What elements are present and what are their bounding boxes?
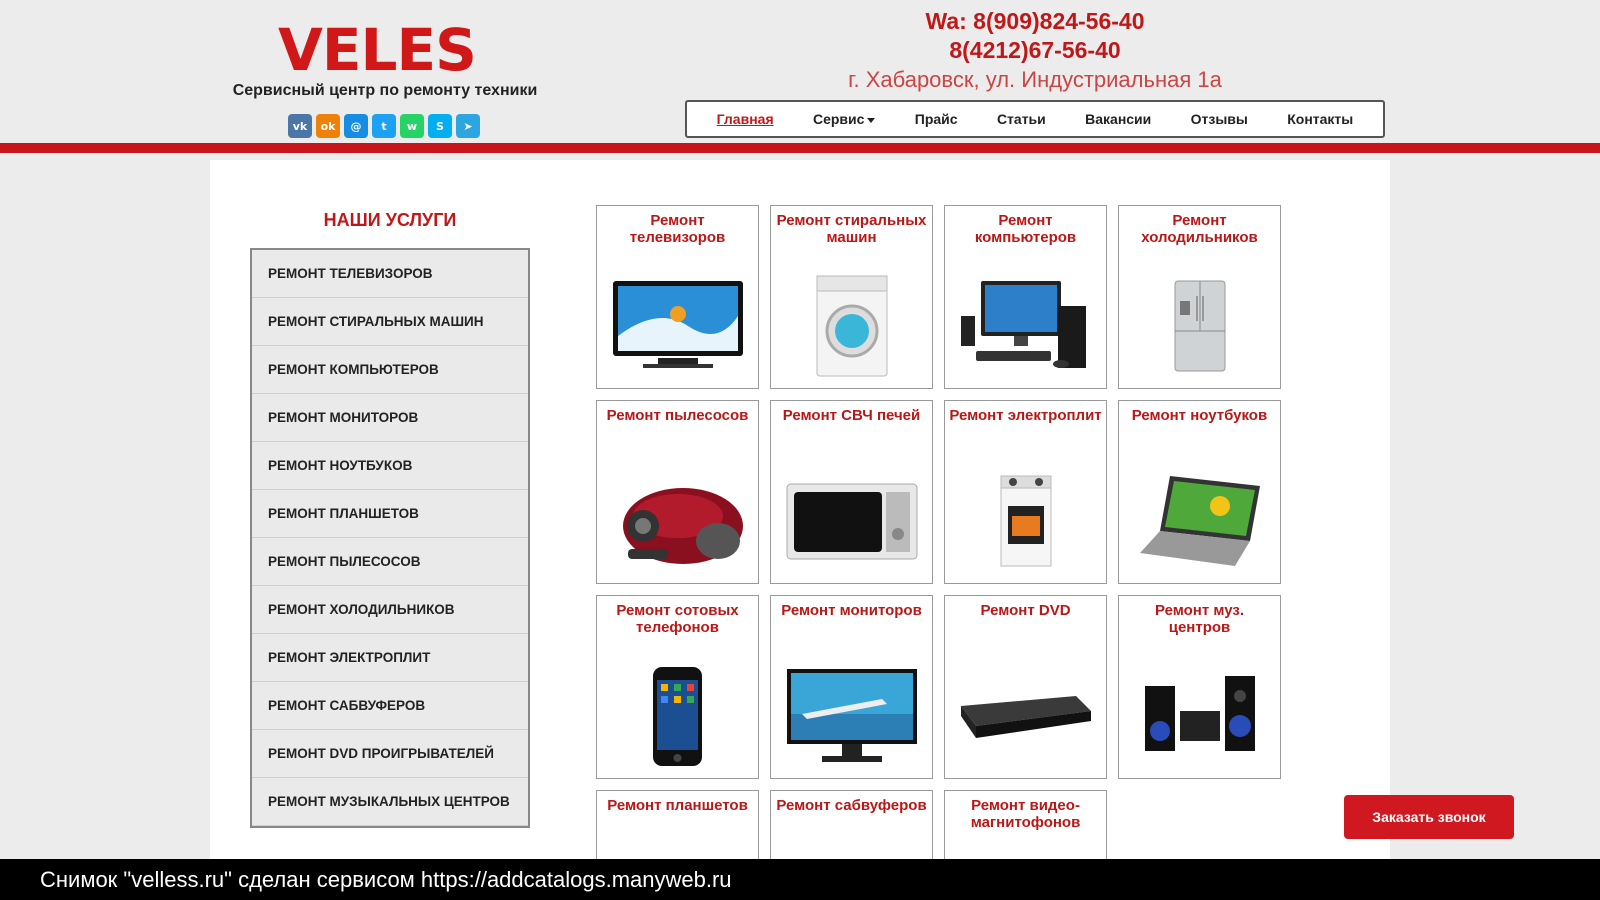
order-call-button[interactable]: Заказать звонок bbox=[1344, 795, 1514, 839]
nav-item-2[interactable] bbox=[915, 111, 958, 127]
sidebar-item[interactable]: РЕМОНТ САБВУФЕРОВ bbox=[252, 682, 528, 730]
service-card[interactable] bbox=[770, 205, 933, 389]
phone-landline[interactable]: 8(4212)67-56-40 bbox=[949, 37, 1121, 63]
service-card[interactable] bbox=[1118, 595, 1281, 779]
nav-item-3[interactable] bbox=[997, 111, 1046, 127]
service-card-title: Ремонт холодильников bbox=[1141, 212, 1258, 246]
nav-item-label: Статьи bbox=[996, 111, 1046, 127]
nav-item-6[interactable] bbox=[1287, 111, 1353, 127]
odnoklassniki-icon[interactable]: ok bbox=[316, 114, 340, 138]
phone-whatsapp[interactable]: Wa: 8(909)824-56-40 bbox=[925, 8, 1145, 34]
service-card[interactable] bbox=[596, 205, 759, 389]
nav-item-1[interactable] bbox=[813, 111, 875, 127]
service-card-title: Ремонт видео-магнитофонов bbox=[970, 797, 1081, 831]
vk-icon[interactable]: vk bbox=[288, 114, 312, 138]
service-card-title: Ремонт сотовых телефонов bbox=[616, 602, 739, 636]
caret-down-icon bbox=[867, 118, 875, 123]
site-header bbox=[0, 0, 1600, 143]
phone-image bbox=[597, 656, 758, 776]
monitor-image bbox=[771, 656, 932, 776]
service-card-title: Ремонт DVD bbox=[980, 602, 1071, 619]
sidebar-item[interactable]: РЕМОНТ МУЗЫКАЛЬНЫХ ЦЕНТРОВ bbox=[252, 778, 528, 826]
service-card[interactable] bbox=[1118, 400, 1281, 584]
nav-item-label: Контакты bbox=[1287, 111, 1354, 127]
service-card[interactable] bbox=[944, 595, 1107, 779]
stove-image bbox=[945, 461, 1106, 581]
nav-item-label: Главная bbox=[716, 111, 774, 127]
twitter-icon[interactable]: t bbox=[372, 114, 396, 138]
service-card-title: Ремонт планшетов bbox=[607, 797, 748, 814]
site-logo[interactable]: VELES bbox=[278, 16, 476, 84]
address: г. Хабаровск, ул. Индустриальная 1а bbox=[848, 67, 1222, 92]
service-card[interactable] bbox=[770, 400, 933, 584]
microwave-image bbox=[771, 461, 932, 581]
service-card-title: Ремонт компьютеров bbox=[974, 212, 1077, 246]
service-card-title: Ремонт ноутбуков bbox=[1131, 407, 1268, 424]
service-card[interactable] bbox=[596, 595, 759, 779]
service-card-title: Ремонт сабвуферов bbox=[776, 797, 927, 814]
sidebar-item[interactable]: РЕМОНТ МОНИТОРОВ bbox=[252, 394, 528, 442]
sidebar-item[interactable]: РЕМОНТ КОМПЬЮТЕРОВ bbox=[252, 346, 528, 394]
sidebar-item[interactable]: РЕМОНТ ХОЛОДИЛЬНИКОВ bbox=[252, 586, 528, 634]
service-card[interactable] bbox=[770, 595, 933, 779]
services-title: НАШИ УСЛУГИ bbox=[323, 210, 457, 230]
sidebar-item[interactable]: РЕМОНТ ЭЛЕКТРОПЛИТ bbox=[252, 634, 528, 682]
skype-icon[interactable]: S bbox=[428, 114, 452, 138]
service-card-title: Ремонт СВЧ печей bbox=[782, 407, 921, 424]
nav-item-0[interactable] bbox=[717, 111, 774, 127]
social-links bbox=[288, 114, 480, 138]
service-card-title: Ремонт мониторов bbox=[781, 602, 922, 619]
site-tagline: Сервисный центр по ремонту техники bbox=[232, 82, 538, 99]
nav-item-label: Сервис bbox=[812, 111, 865, 127]
service-card[interactable] bbox=[944, 205, 1107, 389]
service-card[interactable] bbox=[596, 400, 759, 584]
sidebar-item[interactable]: РЕМОНТ ПЫЛЕСОСОВ bbox=[252, 538, 528, 586]
moimir-icon[interactable]: @ bbox=[344, 114, 368, 138]
nav-item-label: Прайс bbox=[914, 111, 958, 127]
sidebar-item[interactable]: РЕМОНТ DVD ПРОИГРЫВАТЕЛЕЙ bbox=[252, 730, 528, 778]
tv-image bbox=[597, 266, 758, 386]
service-card-title: Ремонт электроплит bbox=[949, 407, 1102, 424]
service-card-title: Ремонт телевизоров bbox=[629, 212, 726, 246]
main-nav bbox=[685, 100, 1385, 138]
services-sidebar bbox=[250, 248, 530, 828]
sidebar-item[interactable]: РЕМОНТ НОУТБУКОВ bbox=[252, 442, 528, 490]
vacuum-image bbox=[597, 461, 758, 581]
service-card-title: Ремонт пылесосов bbox=[606, 407, 749, 424]
fridge-image bbox=[1119, 266, 1280, 386]
service-card[interactable] bbox=[1118, 205, 1281, 389]
washer-image bbox=[771, 266, 932, 386]
whatsapp-icon[interactable]: w bbox=[400, 114, 424, 138]
sidebar-item[interactable]: РЕМОНТ ТЕЛЕВИЗОРОВ bbox=[252, 250, 528, 298]
header-divider bbox=[0, 143, 1600, 153]
speakers-image bbox=[1119, 656, 1280, 776]
services-grid bbox=[596, 205, 1281, 900]
nav-item-label: Вакансии bbox=[1085, 111, 1152, 127]
telegram-icon[interactable]: ➤ bbox=[456, 114, 480, 138]
sidebar-item[interactable]: РЕМОНТ ПЛАНШЕТОВ bbox=[252, 490, 528, 538]
service-card[interactable] bbox=[944, 400, 1107, 584]
sidebar-item[interactable]: РЕМОНТ СТИРАЛЬНЫХ МАШИН bbox=[252, 298, 528, 346]
nav-item-label: Отзывы bbox=[1190, 111, 1248, 127]
computer-image bbox=[945, 266, 1106, 386]
service-card-title: Ремонт стиральных машин bbox=[776, 212, 927, 246]
laptop-image bbox=[1119, 461, 1280, 581]
screenshot-caption: Снимок "velless.ru" сделан сервисом https://addcatalogs.manyweb.ru bbox=[0, 859, 1600, 900]
nav-item-4[interactable] bbox=[1085, 111, 1151, 127]
service-card-title: Ремонт муз. центров bbox=[1154, 602, 1245, 636]
dvd-image bbox=[945, 656, 1106, 776]
nav-item-5[interactable] bbox=[1191, 111, 1248, 127]
